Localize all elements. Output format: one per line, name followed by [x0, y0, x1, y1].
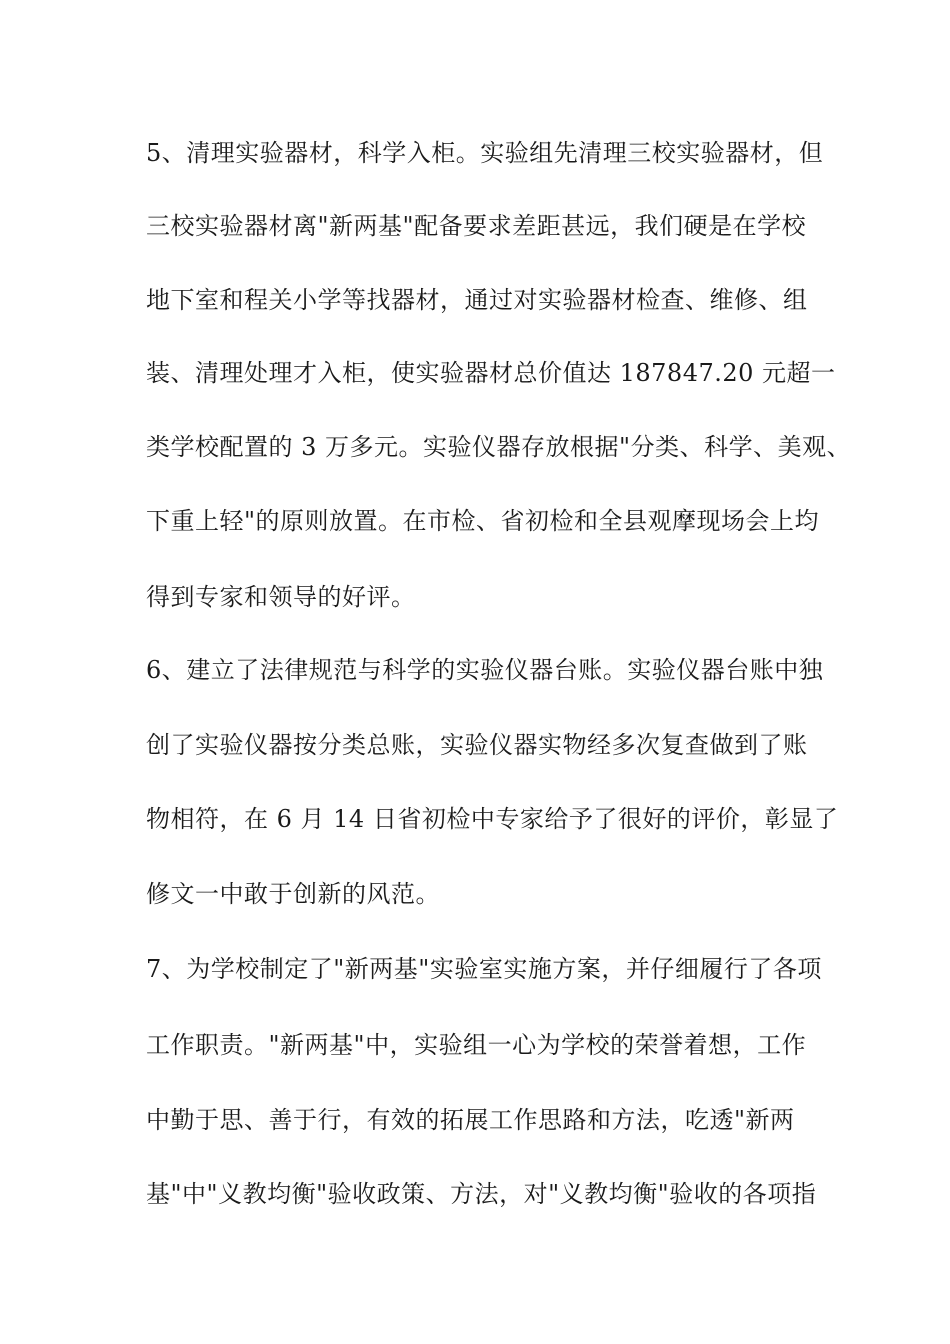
- text-line: 得到专家和领导的好评。: [146, 583, 416, 611]
- text-line: 下重上轻"的原则放置。在市检、省初检和全县观摩现场会上均: [146, 507, 820, 535]
- text-line: 三校实验器材离"新两基"配备要求差距甚远，我们硬是在学校: [146, 212, 807, 240]
- text-line: 基"中"义教均衡"验收政策、方法，对"义教均衡"验收的各项指: [146, 1180, 817, 1208]
- text-line: 6、建立了法律规范与科学的实验仪器台账。实验仪器台账中独: [146, 656, 824, 684]
- text-line: 5、清理实验器材，科学入柜。实验组先清理三校实验器材，但: [146, 139, 824, 167]
- text-line: 创了实验仪器按分类总账，实验仪器实物经多次复查做到了账: [146, 731, 808, 759]
- text-line: 7、为学校制定了"新两基"实验室实施方案，并仔细履行了各项: [146, 955, 822, 983]
- text-line: 修文一中敢于创新的风范。: [146, 880, 440, 908]
- text-line: 工作职责。"新两基"中，实验组一心为学校的荣誉着想，工作: [146, 1031, 807, 1059]
- text-line: 物相符，在 6 月 14 日省初检中专家给予了很好的评价，彰显了: [146, 805, 839, 833]
- text-line: 中勤于思、善于行，有效的拓展工作思路和方法，吃透"新两: [146, 1106, 795, 1134]
- text-line: 地下室和程关小学等找器材，通过对实验器材检查、维修、组: [146, 286, 808, 314]
- text-line: 类学校配置的 3 万多元。实验仪器存放根据"分类、科学、美观、: [146, 433, 852, 461]
- text-line: 装、清理处理才入柜，使实验器材总价值达 187847.20 元超一: [146, 359, 836, 387]
